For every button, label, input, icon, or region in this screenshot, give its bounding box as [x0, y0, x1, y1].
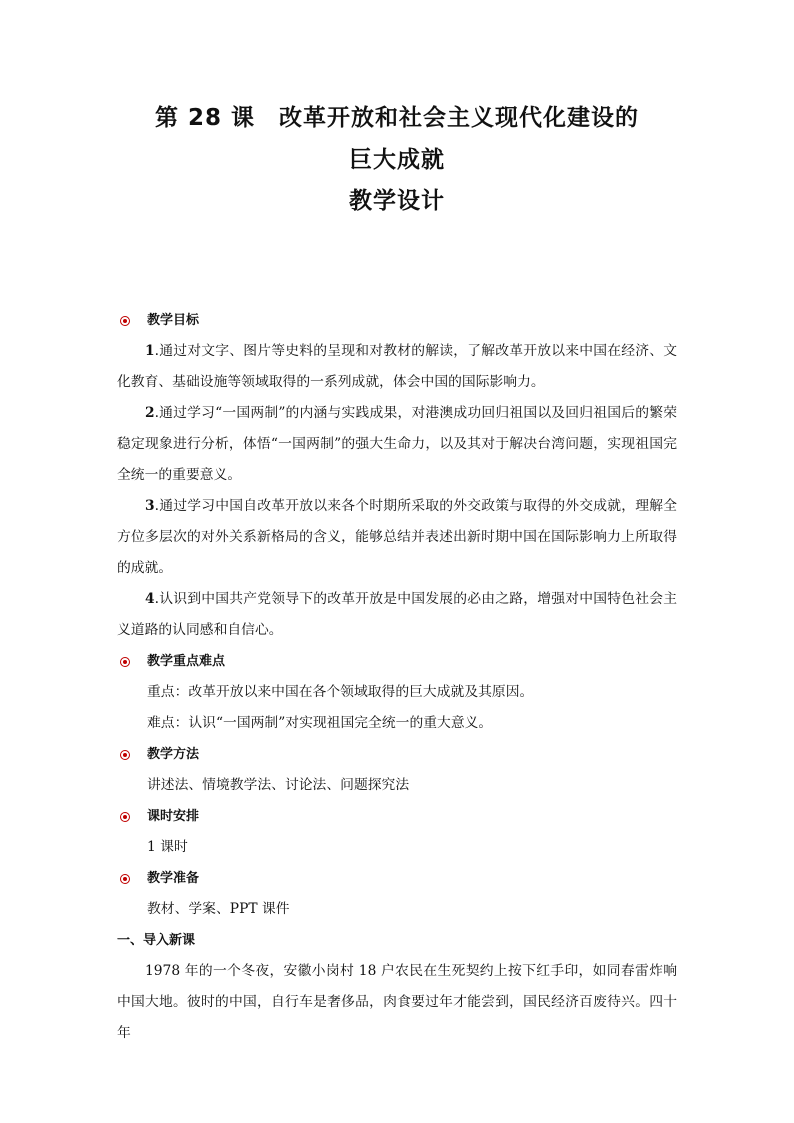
section-heading-methods [117, 739, 677, 770]
section-heading-label: 教学准备 [147, 871, 200, 886]
document-body [117, 305, 677, 1049]
schedule-line: 1 课时 [147, 839, 188, 855]
section-heading-label: 教学目标 [147, 313, 200, 328]
circled-dot-icon [120, 750, 130, 760]
part-one-heading: 一、导入新课 [117, 933, 196, 948]
key-point-line: 重点：改革开放以来中国在各个领域取得的巨大成就及其原因。 [147, 684, 534, 700]
circled-dot-icon [120, 874, 130, 884]
circled-dot-icon [120, 812, 130, 822]
objective-item [117, 336, 677, 398]
section-heading-objectives [117, 305, 677, 336]
objective-text: .通过对文字、图片等史料的呈现和对教材的解读，了解改革开放以来中国在经济、文化教育、基础设施等领域取得的一系列成就，体会中国的国际影响力。 [117, 343, 677, 390]
objective-item [117, 491, 677, 584]
section-heading-schedule [117, 801, 677, 832]
circled-dot-icon [120, 316, 130, 326]
preparation-line: 教材、学案、PPT 课件 [147, 901, 290, 917]
lesson-title-line-1: 第 28 课 改革开放和社会主义现代化建设的 [154, 105, 640, 131]
methods-line: 讲述法、情境教学法、讨论法、问题探究法 [147, 777, 410, 793]
circled-dot-icon [120, 657, 130, 667]
section-heading-label: 教学方法 [147, 747, 200, 762]
objective-item [117, 398, 677, 491]
objective-text: .通过学习中国自改革开放以来各个时期所采取的外交政策与取得的外交成就，理解全方位多层次的对外关系新格局的含义，能够总结并表述出新时期中国在国际影响力上所取得的成就。 [117, 498, 677, 576]
section-heading-preparation [117, 863, 677, 894]
section-heading-key-points [117, 646, 677, 677]
objective-number: 4 [145, 591, 155, 607]
objective-item [117, 584, 677, 646]
section-heading-label: 教学重点难点 [147, 654, 226, 669]
difficulty-line: 难点：认识“一国两制”对实现祖国完全统一的重大意义。 [147, 715, 493, 731]
section-heading-label: 课时安排 [147, 809, 200, 824]
objective-number: 2 [145, 405, 155, 421]
lesson-subtitle: 教学设计 [349, 188, 445, 214]
objective-text: .认识到中国共产党领导下的改革开放是中国发展的必由之路，增强对中国特色社会主义道路的认同感和自信心。 [117, 591, 677, 638]
lesson-title-line-2: 巨大成就 [349, 147, 445, 173]
objective-text: .通过学习“一国两制”的内涵与实践成果，对港澳成功回归祖国以及回归祖国后的繁荣稳定现象进行分析，体悟“一国两制”的强大生命力，以及其对于解决台湾问题，实现祖国完全统一的重要意义。 [117, 405, 677, 483]
objective-number: 3 [145, 498, 155, 514]
intro-paragraph: 1978 年的一个冬夜，安徽小岗村 18 户农民在生死契约上按下红手印，如同春雷炸响中国大地。彼时的中国，自行车是奢侈品，肉食要过年才能尝到，国民经济百废待兴。四十年 [117, 963, 677, 1041]
objective-number: 1 [145, 343, 155, 359]
